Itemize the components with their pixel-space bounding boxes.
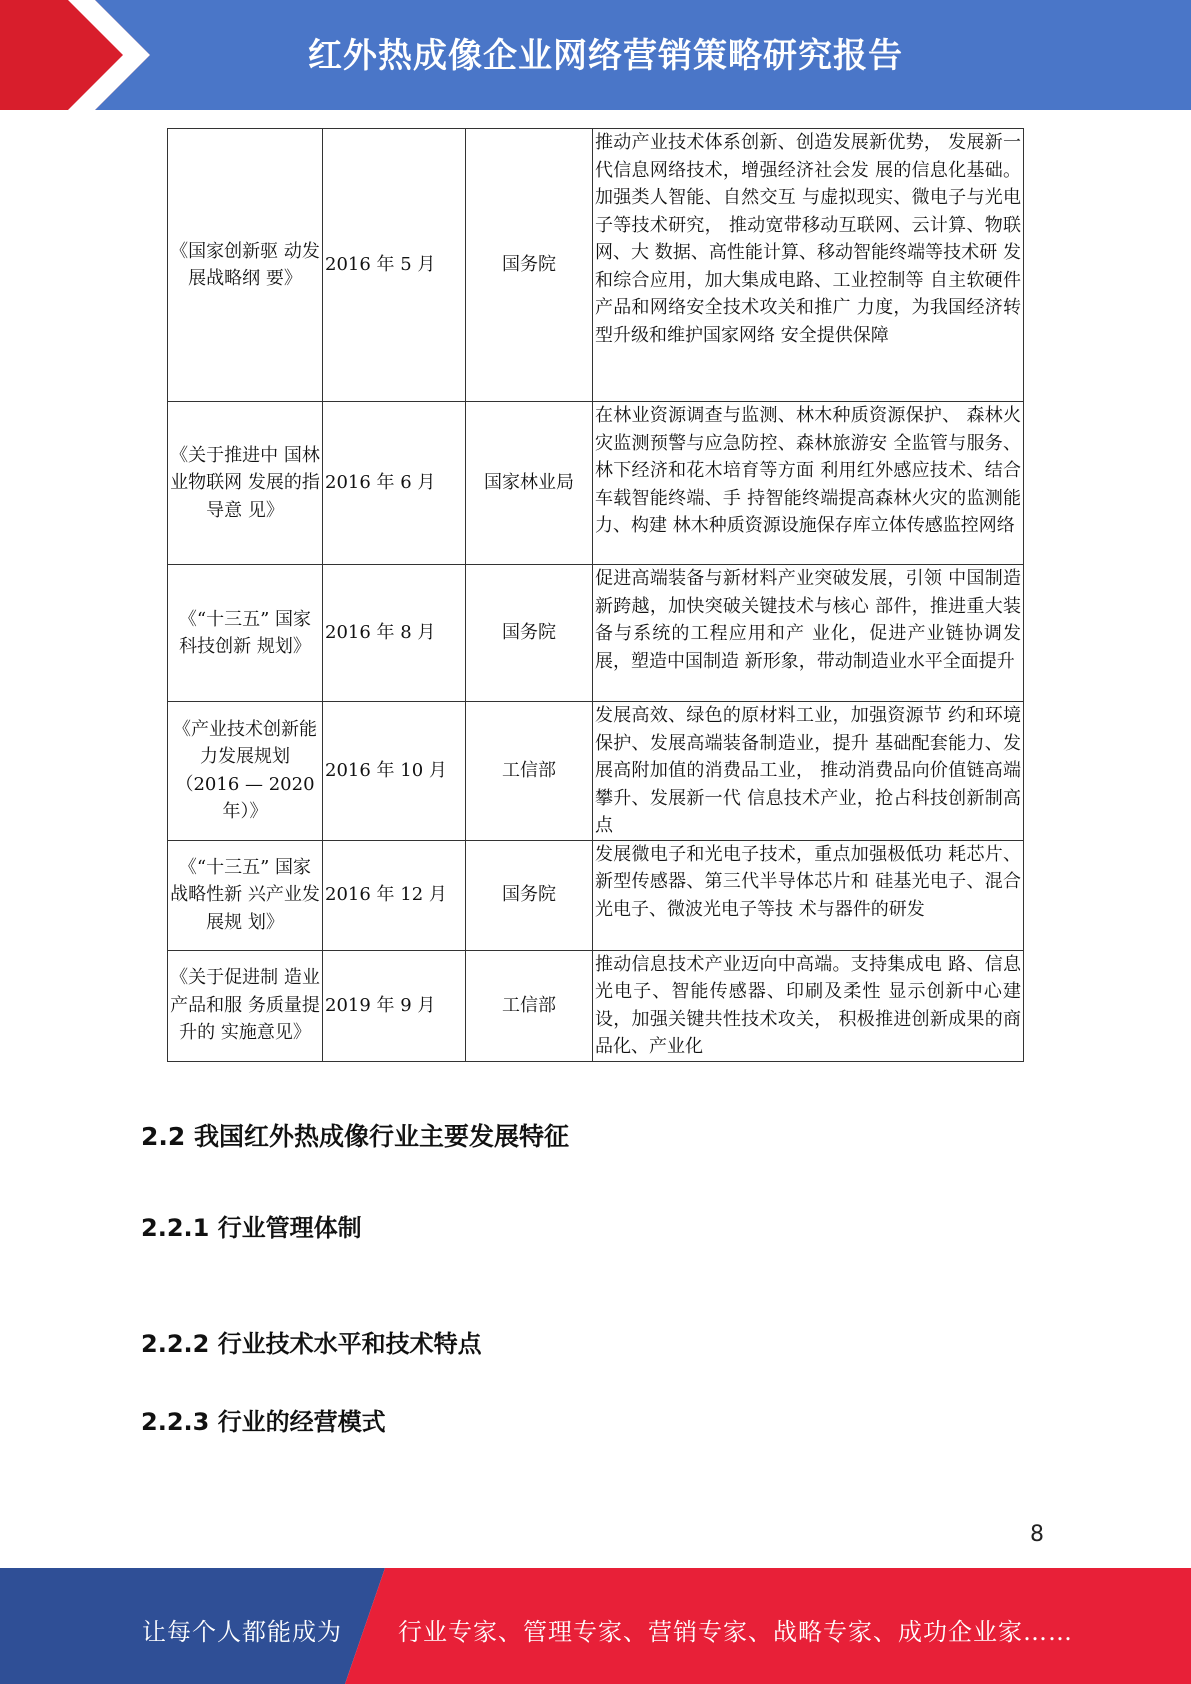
policy-department: 国务院 (466, 565, 593, 702)
policy-content: 发展微电子和光电子技术，重点加强极低功 耗芯片、新型传感器、第三代半导体芯片和 硅基光电子、混合光电子、微波光电子等技 术与器件的研发 (593, 840, 1024, 950)
policy-name: 《关于促进制 造业产品和服 务质量提升的 实施意见》 (168, 950, 323, 1061)
table-row (168, 565, 1024, 702)
policy-content: 推动产业技术体系创新、创造发展新优势， 发展新一代信息网络技术，增强经济社会发 展的信息化基础。加强类人智能、自然交互 与虚拟现实、微电子与光电子等技术研究， 推动宽带移动互联网、云计算、物联网、大 数据、高性能计算、移动智能终端等技术研 发和综合应用，加大集成电路、工业控制等 自主软硬件产品和网络安全技术攻关和推广 力度，为我国经济转型升级和维护国家网络 安全提供保障 (593, 129, 1024, 402)
table-row (168, 129, 1024, 402)
table-row (168, 950, 1024, 1061)
policy-department: 国务院 (466, 129, 593, 402)
page-header (0, 0, 1191, 110)
policy-department: 国家林业局 (466, 402, 593, 565)
subsection-heading: 2.2.3 行业的经营模式 (141, 1408, 386, 1436)
policy-department: 工信部 (466, 950, 593, 1061)
policy-content: 在林业资源调查与监测、林木种质资源保护、 森林火灾监测预警与应急防控、森林旅游安 全监管与服务、林下经济和花木培育等方面 利用红外感应技术、结合车载智能终端、手 持智能终端提高森林火灾的监测能力、构建 林木种质资源设施保存库立体传感监控网络 (593, 402, 1024, 565)
table-row (168, 840, 1024, 950)
policy-department: 国务院 (466, 840, 593, 950)
policy-content: 发展高效、绿色的原材料工业，加强资源节 约和环境保护、发展高端装备制造业，提升 基础配套能力、发展高附加值的消费品工业， 推动消费品向价值链高端攀升、发展新一代 信息技术产业，抢占科技创新制高点 (593, 702, 1024, 841)
policy-content: 推动信息技术产业迈向中高端。支持集成电 路、信息光电子、智能传感器、印刷及柔性 显示创新中心建设，加强关键共性技术攻关， 积极推进创新成果的商品化、产业化 (593, 950, 1024, 1061)
document-title: 红外热成像企业网络营销策略研究报告 (308, 36, 903, 76)
policy-table (167, 128, 1024, 1062)
policy-date: 2016 年 12 月 (323, 840, 466, 950)
policy-department: 工信部 (466, 702, 593, 841)
policy-date: 2019 年 9 月 (323, 950, 466, 1061)
policy-content: 促进高端装备与新材料产业突破发展，引领 中国制造新跨越，加快突破关键技术与核心 部件，推进重大装备与系统的工程应用和产 业化，促进产业链协调发展，塑造中国制造 新形象，带动制造业水平全面提升 (593, 565, 1024, 702)
table-row (168, 702, 1024, 841)
policy-date: 2016 年 5 月 (323, 129, 466, 402)
policy-date: 2016 年 8 月 (323, 565, 466, 702)
policy-name: 《关于推进中 国林业物联网 发展的指导意 见》 (168, 402, 323, 565)
policy-date: 2016 年 10 月 (323, 702, 466, 841)
policy-name: 《“十三五” 国家科技创新 规划》 (168, 565, 323, 702)
policy-name: 《国家创新驱 动发展战略纲 要》 (168, 129, 323, 402)
policy-name: 《产业技术创新能力发展规划（2016 — 2020 年）》 (168, 702, 323, 841)
section-heading: 2.2 我国红外热成像行业主要发展特征 (141, 1122, 569, 1151)
policy-name: 《“十三五” 国家战略性新 兴产业发展规 划》 (168, 840, 323, 950)
footer-slogan-right: 行业专家、管理专家、营销专家、战略专家、成功企业家…… (398, 1618, 1073, 1646)
page-footer (0, 1568, 1191, 1684)
table-row (168, 402, 1024, 565)
footer-slogan-left: 让每个人都能成为 (142, 1618, 342, 1646)
page-number: 8 (1030, 1522, 1044, 1547)
subsection-heading: 2.2.1 行业管理体制 (141, 1214, 362, 1242)
policy-date: 2016 年 6 月 (323, 402, 466, 565)
subsection-heading: 2.2.2 行业技术水平和技术特点 (141, 1330, 482, 1358)
